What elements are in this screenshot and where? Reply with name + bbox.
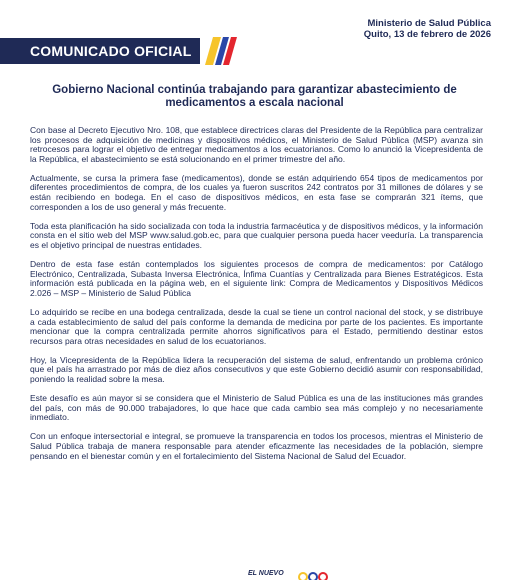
body-text	[30, 126, 483, 471]
place-date: Quito, 13 de febrero de 2026	[363, 29, 491, 40]
ministry-name: Ministerio de Salud Pública	[367, 18, 491, 29]
footer-logo-text: EL NUEVO	[248, 570, 284, 577]
flag-stripes-icon	[205, 37, 241, 65]
paragraph-5: Lo adquirido se recibe en una bodega centralizada, desde la cual se tiene un control nacional del stock, y se distribuye a cada establecimiento de salud del país conforme la demanda de medicina por parte de los pacientes. Es importante mencionar que la compra centralizada permite ahorros significativos para el Estado, permitiendo destinar estos recursos para otras necesidades en salud de los ecuatorianos.	[30, 306, 483, 346]
ministry-header	[364, 18, 491, 40]
paragraph-1: Con base al Decreto Ejecutivo Nro. 108, que establece directrices claras del Presidente de la República para centralizar los procesos de adquisición de medicinas y dispositivos médicos, el Ministerio de Salud Pública (MSP) avanza sin retrocesos para lograr el objetivo de entregar medicamentos a los ecuatorianos. Como lo anunció la Vicepresidenta de la República, el abastecimiento se está solucionando en el primer trimestre del año.	[30, 125, 483, 164]
paragraph-4: Dentro de esta fase están contemplados los siguientes procesos de compra de medicamentos: por Catálogo Electrónico, Centralizada, Subasta Inversa Electrónica, Ínfima Cuantías y Centralizada para Bienes Estratégicos. Esta información está publicada en la página web, en el siguiente link: Compra de Medicamentos y Dispositivos Médicos 2.026 – MSP – Ministerio de Salud Pública	[30, 259, 483, 298]
paragraph-7: Este desafío es aún mayor si se considera que el Ministerio de Salud Pública es una de las instituciones más grandes del país, con más de 90.000 trabajadores, lo que hace que cada cambio sea más complejo y no necesariamente inmediato.	[30, 393, 483, 423]
paragraph-3: Toda esta planificación ha sido socializada con toda la industria farmacéutica y de dispositivos médicos, y la información consta en el sitio web del MSP www.salud.gob.ec, para que cualquier persona pueda hacer veeduría. La transparencia es el objetivo principal de nuestras entidades.	[30, 220, 483, 250]
paragraph-8: Con un enfoque intersectorial e integral, se promueve la transparencia en todos los procesos, mientras el Ministerio de Salud Pública trabaja de manera responsable para atender eficazmente las necesidades de la población, siempre pensando en el bienestar común y en el fortalecimiento del Sistema Nacional de Salud del Ecuador.	[30, 431, 483, 461]
logo-swoosh-icon	[298, 572, 336, 580]
paragraph-2: Actualmente, se cursa la primera fase (medicamentos), donde se están adquiriendo 654 tipos de medicamentos por diferentes procedimientos de compra, de los cuales ya fueron suscritos 242 contratos por 31 millones de dólares y se están recibiendo en bodega. En el caso de dispositivos médicos, en esta fase se comprarán 321 ítems, que corresponden a los de uso general y más frecuente.	[30, 172, 483, 212]
paragraph-6: Hoy, la Vicepresidenta de la República lidera la recuperación del sistema de salud, enfrentando un problema crónico que el país ha arrastrado por más de diez años consecutivos y que este Gobierno decidió asumir con responsabilidad, poniendo la realidad sobre la mesa.	[30, 354, 483, 384]
headline: Gobierno Nacional continúa trabajando para garantizar abastecimiento de medicamentos a escala nacional	[52, 84, 457, 109]
banner-label: COMUNICADO OFICIAL	[30, 43, 192, 59]
footer-logo	[248, 570, 338, 580]
official-statement-banner	[0, 38, 200, 64]
